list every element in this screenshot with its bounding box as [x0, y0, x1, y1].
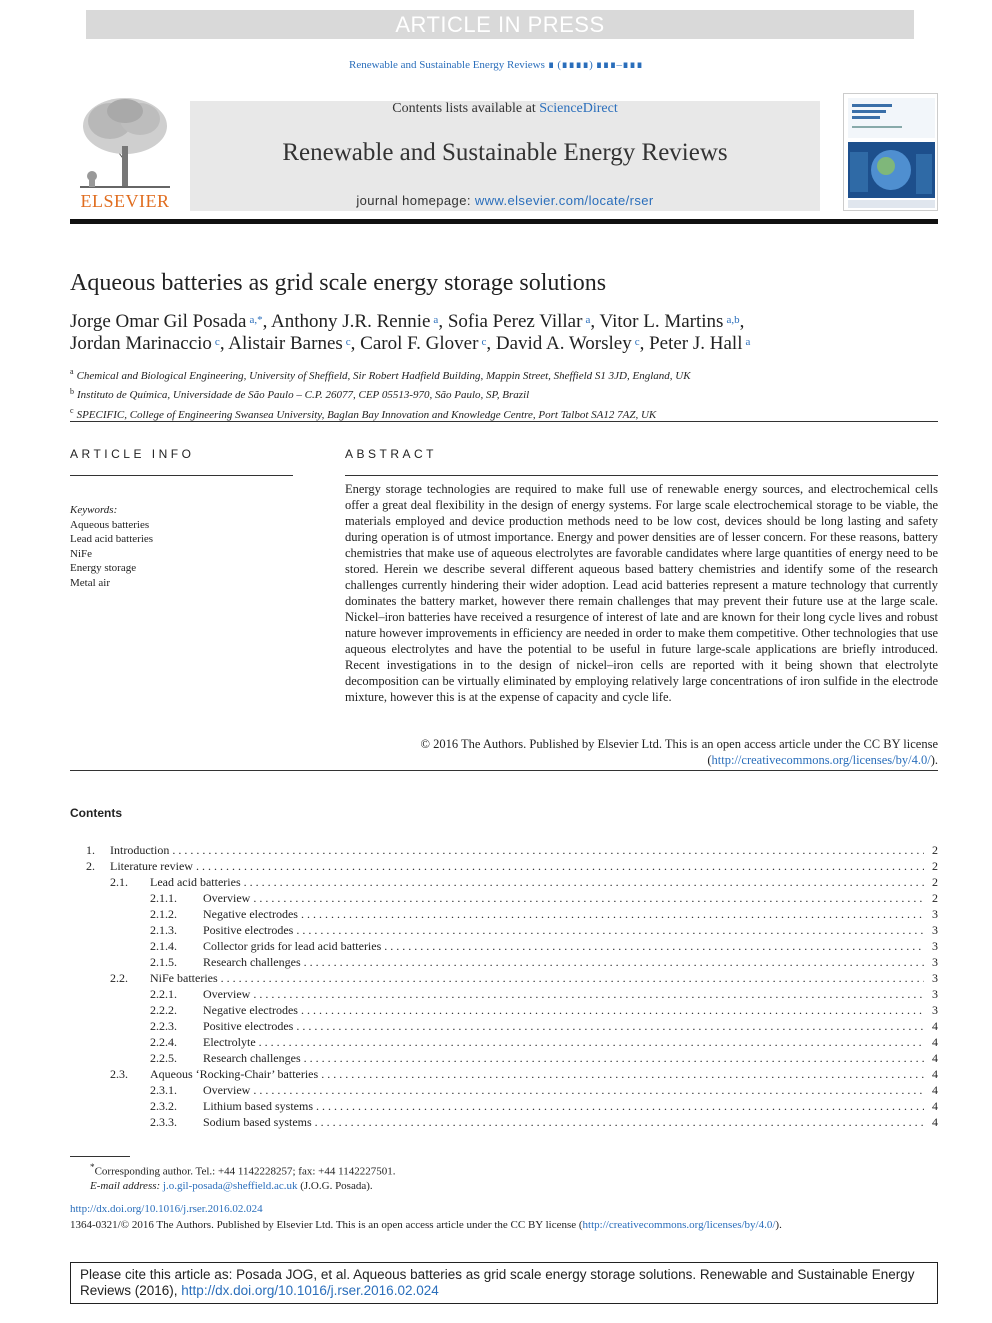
author-separator: ,: [219, 333, 229, 354]
toc-number: 2.3.1.: [150, 1083, 177, 1097]
journal-title: Renewable and Sustainable Energy Reviews: [282, 139, 728, 166]
toc-entry[interactable]: [70, 922, 938, 938]
table-of-contents: [70, 842, 938, 1130]
contents-available-line: [190, 101, 820, 117]
toc-entry[interactable]: [70, 938, 938, 954]
elsevier-tree-logo-icon: [70, 91, 180, 213]
article-info-heading: ARTICLE INFO: [70, 447, 195, 461]
license-link[interactable]: http://creativecommons.org/licenses/by/4.0/: [711, 753, 931, 767]
toc-label[interactable]: Collector grids for lead acid batteries . . .: [203, 938, 924, 954]
doi-link[interactable]: http://dx.doi.org/10.1016/j.rser.2016.02.024: [70, 1203, 263, 1215]
toc-entry[interactable]: [70, 1002, 938, 1018]
toc-page: 3: [932, 939, 938, 953]
author-name[interactable]: David A. Worsley: [495, 333, 632, 354]
toc-number: 2.2.3.: [150, 1019, 177, 1033]
toc-label[interactable]: Overview . . .: [203, 890, 924, 906]
footnotes: [70, 1160, 938, 1194]
author-separator: ,: [639, 333, 650, 354]
author-separator: ,: [590, 311, 600, 332]
affiliation-text: Instituto de Química, Universidade de São Paulo – C.P. 26077, CEP 05513-970, São Paulo, SP, Brazil: [77, 389, 530, 402]
toc-label[interactable]: Positive electrodes . . .: [203, 1018, 924, 1034]
toc-label[interactable]: Electrolyte . . .: [203, 1034, 924, 1050]
toc-label[interactable]: Research challenges . . .: [203, 954, 924, 970]
toc-number: 2.2.: [110, 971, 128, 985]
author-affiliation-marker[interactable]: a,*: [249, 314, 263, 326]
toc-label[interactable]: Lead acid batteries . . .: [150, 874, 924, 890]
article-title: Aqueous batteries as grid scale energy storage solutions: [70, 270, 607, 296]
toc-label[interactable]: Literature review . . .: [110, 858, 924, 874]
keyword-item: NiFe: [70, 547, 92, 560]
affiliation-key: a: [70, 367, 74, 376]
email-note: [70, 1179, 938, 1194]
author-affiliation-marker[interactable]: a: [585, 314, 591, 326]
toc-entry[interactable]: [70, 954, 938, 970]
copyright-text: © 2016 The Authors. Published by Elsevier Ltd. This is an open access article under the CC BY license: [420, 737, 938, 751]
corresponding-author-text: Corresponding author. Tel.: +44 1142228257; fax: +44 1142227501.: [94, 1165, 396, 1178]
email-link[interactable]: j.o.gil-posada@sheffield.ac.uk: [162, 1180, 298, 1193]
toc-label[interactable]: Research challenges . . .: [203, 1050, 924, 1066]
toc-entry[interactable]: [70, 842, 938, 858]
author-name[interactable]: Vitor L. Martins: [599, 311, 724, 332]
toc-page: 3: [932, 971, 938, 985]
toc-number: 2.2.2.: [150, 1003, 177, 1017]
toc-number: 2.1.1.: [150, 891, 177, 905]
elsevier-wordmark: ELSEVIER: [80, 191, 170, 211]
toc-page: 2: [932, 891, 938, 905]
toc-page: 3: [932, 923, 938, 937]
toc-number: 2.1.2.: [150, 907, 177, 921]
toc-number: 2.3.: [110, 1067, 128, 1081]
author-name[interactable]: Peter J. Hall: [649, 333, 743, 354]
affiliation-text: SPECIFIC, College of Engineering Swansea University, Baglan Bay Innovation and Knowledge Centre, Port Talbot SA12 7AZ, UK: [76, 408, 657, 421]
toc-page: 2: [932, 843, 938, 857]
toc-page: 3: [932, 955, 938, 969]
issn-line: [70, 1218, 938, 1233]
abstract-bottom-rule: [70, 770, 938, 771]
author-separator: ,: [486, 333, 496, 354]
issn-license-link[interactable]: http://creativecommons.org/licenses/by/4.0/: [582, 1218, 776, 1231]
toc-page: 4: [932, 1115, 938, 1129]
toc-number: 2.: [86, 859, 95, 873]
affiliations: [70, 364, 938, 423]
citation-box: [70, 1262, 938, 1304]
affiliation-row: [70, 384, 938, 404]
toc-page: 4: [932, 1051, 938, 1065]
toc-label[interactable]: Overview . . .: [203, 1082, 924, 1098]
author-affiliation-marker[interactable]: c: [345, 336, 351, 348]
toc-label[interactable]: Negative electrodes . . .: [203, 1002, 924, 1018]
contents-heading: Contents: [70, 806, 122, 820]
sciencedirect-link[interactable]: ScienceDirect: [539, 101, 618, 116]
affiliation-key: c: [70, 406, 74, 416]
issn-text: 1364-0321/© 2016 The Authors. Published by Elsevier Ltd. This is an open access article under the CC BY license (: [70, 1218, 583, 1231]
keyword-item: Lead acid batteries: [70, 533, 154, 545]
toc-page: 3: [932, 987, 938, 1001]
toc-number: 2.1.3.: [150, 923, 177, 937]
journal-cover-thumbnail-icon: [843, 93, 938, 211]
abstract-paragraph: Energy storage technologies are required to make full use of renewable energy sources, and electrochemical cells offer a great deal flexibility in the design of energy systems. For large scale electrochemical storage to be viable, the materials employed and device production methods need to be low cost, devices should be long lasting and safety during operation is of utmost importance. Energy and power densities are of lesser concern. For these reasons, battery chemistries that make use of aqueous electrolytes are favorable candidates where large quantities of energy need to be stored. Herein we describe several different aqueous based battery chemistries and identify some of the research challenges currently hindering their wider adoption. Lead acid batteries represent a mature technology that currently dominates the battery market, however there remain challenges that may prevent their future use at the large scale. Nickel–iron batteries have received a resurgence of interest of late and are known for their long cycle lives and robust nature however improvements in efficiency are needed in order to make them competitive. Other technologies that use aqueous electrolytes and have the potential to be useful in future large-scale applications are briefly introduced. Recent investigations in to the design of nickel–iron cells are reported with it being shown that electrolyte decomposition can be virtually eliminated by employing relatively large concentrations of iron sulfide in the electrode mixture, however this is at the expense of capacity and cycle life.: [345, 482, 938, 704]
issn-suffix: ).: [775, 1218, 782, 1231]
keywords-list: [70, 518, 153, 591]
toc-label[interactable]: Negative electrodes . . .: [203, 906, 924, 922]
author-name[interactable]: Jorge Omar Gil Posada: [70, 311, 247, 332]
abstract-text: [345, 481, 938, 705]
toc-label[interactable]: Aqueous ‘Rocking-Chair’ batteries . . .: [150, 1066, 924, 1082]
toc-label[interactable]: Sodium based systems . . .: [203, 1114, 924, 1130]
toc-label[interactable]: NiFe batteries . . .: [150, 970, 924, 986]
corresponding-author-note: [70, 1160, 938, 1179]
footnote-marker: *: [90, 1162, 95, 1172]
toc-entry[interactable]: [70, 874, 938, 890]
doi-block: [70, 1202, 938, 1232]
keywords-label: Keywords:: [70, 504, 118, 516]
toc-label[interactable]: Lithium based systems . . .: [203, 1098, 924, 1114]
toc-page: 4: [932, 1083, 938, 1097]
toc-entry[interactable]: [70, 1050, 938, 1066]
author-name[interactable]: Anthony J.R. Rennie: [271, 311, 431, 332]
toc-label[interactable]: Positive electrodes . . .: [203, 922, 924, 938]
affiliation-text: Chemical and Biological Engineering, University of Sheffield, Sir Robert Hadfield Building, Mappin Street, Sheffield S1 3JD, England, UK: [76, 369, 691, 382]
homepage-link[interactable]: www.elsevier.com/locate/rser: [474, 193, 654, 208]
toc-page: 4: [932, 1099, 938, 1113]
author-affiliation-marker[interactable]: c: [481, 336, 487, 348]
contents-prefix: Contents lists available at: [392, 101, 540, 116]
toc-page: 3: [932, 1003, 938, 1017]
toc-number: 2.2.5.: [150, 1051, 177, 1065]
email-suffix: (J.O.G. Posada).: [297, 1180, 373, 1193]
author-affiliation-marker[interactable]: a,b: [726, 314, 740, 326]
author-affiliation-marker[interactable]: c: [634, 336, 640, 348]
toc-page: 4: [932, 1019, 938, 1033]
abstract-rule: [345, 475, 938, 476]
affiliation-key: b: [70, 386, 74, 396]
author-name[interactable]: Jordan Marinaccio: [70, 333, 212, 354]
author-name[interactable]: Carol F. Glover: [360, 333, 479, 354]
toc-entry[interactable]: [70, 986, 938, 1002]
toc-number: 2.1.4.: [150, 939, 177, 953]
toc-page: 3: [932, 907, 938, 921]
abstract-copyright: © 2016 The Authors. Published by Elsevier Ltd. This is an open access article under the CC BY license (http://creativecommons.org/licenses/by/4.0/).: [420, 737, 938, 767]
toc-entry[interactable]: [70, 970, 938, 986]
toc-entry[interactable]: [70, 906, 938, 922]
keywords-block: [70, 503, 153, 590]
toc-entry[interactable]: [70, 858, 938, 874]
toc-entry[interactable]: [70, 1082, 938, 1098]
keyword-item: Energy storage: [70, 562, 137, 574]
abstract-heading: ABSTRACT: [345, 447, 438, 461]
toc-entry[interactable]: [70, 1066, 938, 1082]
author-name[interactable]: Alistair Barnes: [228, 333, 343, 354]
toc-number: 2.3.2.: [150, 1099, 177, 1113]
toc-label[interactable]: Introduction . . .: [110, 842, 924, 858]
toc-entry[interactable]: [70, 1018, 938, 1034]
author-separator: ,: [350, 333, 361, 354]
journal-header-box: [190, 101, 820, 211]
toc-number: 2.2.4.: [150, 1035, 177, 1049]
citation-doi-link[interactable]: http://dx.doi.org/10.1016/j.rser.2016.02.024: [181, 1283, 439, 1298]
author-separator: ,: [739, 311, 745, 332]
homepage-prefix: journal homepage:: [356, 193, 475, 208]
author-separator: ,: [438, 311, 448, 332]
keyword-item: Metal air: [70, 576, 111, 589]
author-affiliation-marker[interactable]: c: [214, 336, 220, 348]
journal-reference[interactable]: Renewable and Sustainable Energy Reviews ∎ (∎∎∎∎) ∎∎∎–∎∎∎: [349, 59, 643, 71]
toc-label[interactable]: Overview . . .: [203, 986, 924, 1002]
article-in-press-banner: ARTICLE IN PRESS: [86, 10, 914, 39]
header-rule: [70, 219, 938, 224]
citation-text: Please cite this article as: Posada JOG, et al. Aqueous batteries as grid scale energy storage solutions. Renewable and Sustainable Energy Reviews (2016),: [80, 1267, 915, 1298]
journal-header: [70, 91, 938, 213]
author-affiliation-marker[interactable]: a: [745, 336, 751, 348]
toc-page: 2: [932, 859, 938, 873]
author-separator: ,: [262, 311, 272, 332]
toc-entry[interactable]: [70, 1114, 938, 1130]
toc-entry[interactable]: [70, 890, 938, 906]
article-info-rule: [70, 475, 293, 476]
email-label: E-mail address:: [90, 1180, 161, 1193]
journal-homepage-line: [190, 193, 820, 208]
affiliation-rule: [70, 421, 938, 422]
keyword-item: Aqueous batteries: [70, 518, 150, 531]
author-name[interactable]: Sofia Perez Villar: [447, 311, 583, 332]
author-list: [70, 311, 938, 355]
toc-entry[interactable]: [70, 1034, 938, 1050]
toc-number: 1.: [86, 843, 95, 857]
footnote-rule: [70, 1156, 130, 1157]
toc-page: 4: [932, 1035, 938, 1049]
toc-number: 2.1.5.: [150, 955, 177, 969]
affiliation-row: [70, 364, 938, 384]
toc-number: 2.1.: [110, 875, 128, 889]
toc-entry[interactable]: [70, 1098, 938, 1114]
toc-page: 2: [932, 875, 938, 889]
author-affiliation-marker[interactable]: a: [433, 314, 439, 326]
toc-number: 2.2.1.: [150, 987, 177, 1001]
toc-number: 2.3.3.: [150, 1115, 177, 1129]
toc-page: 4: [932, 1067, 938, 1081]
